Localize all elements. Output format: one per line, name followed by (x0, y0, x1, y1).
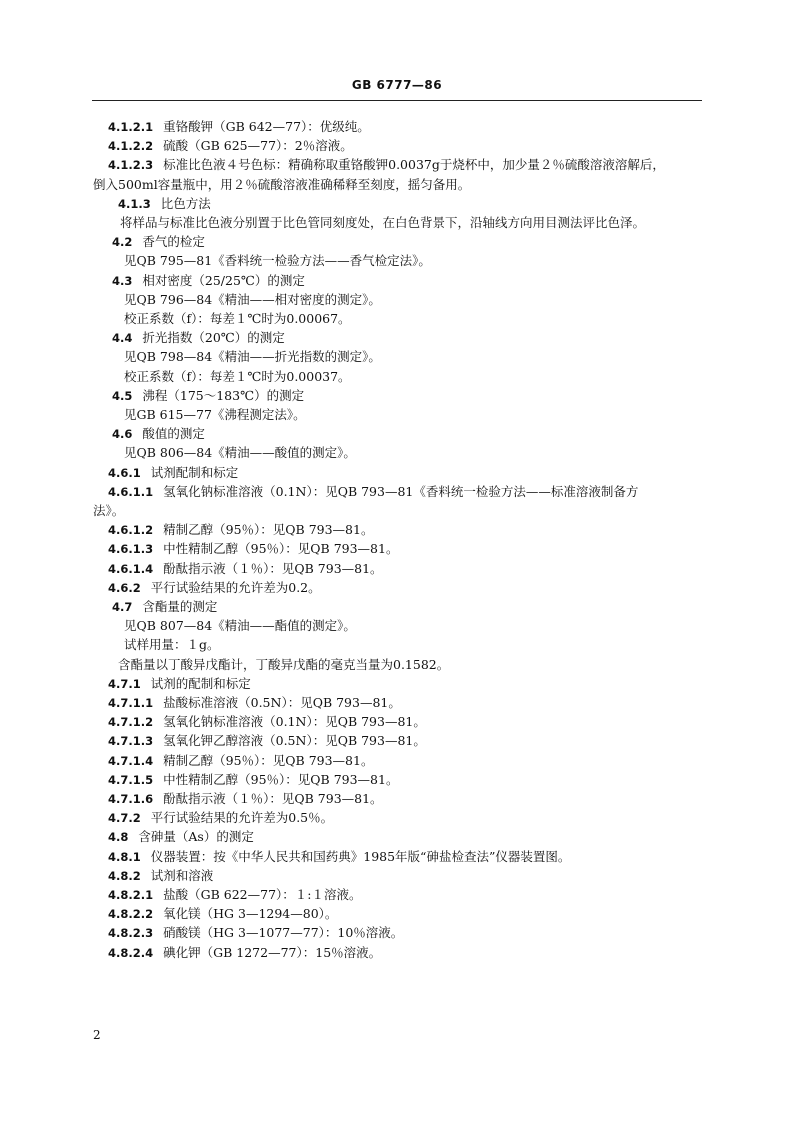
clause-number: 4.8.2.3 (108, 926, 154, 941)
clause-4-7-1-3 (108, 732, 426, 750)
clause-text: 相对密度（25/25℃）的测定 (142, 272, 305, 288)
clause-number: 4.6.1.4 (108, 561, 154, 576)
clause-text-line (93, 502, 124, 520)
clause-number: 4.8.2.1 (108, 888, 154, 902)
clause-4-1-3 (118, 195, 211, 213)
clause-number: 4.6.2 (108, 580, 141, 595)
clause-text: 试剂的配制和标定 (150, 675, 251, 691)
clause-text: 碘化钾（GB 1272—77）：15％溶液。 (163, 944, 382, 960)
clause-4-3 (112, 272, 305, 290)
clause-number: 4.7.1.3 (108, 734, 154, 749)
clause-number: 4.6.1 (108, 465, 141, 480)
clause-number: 4.8.2.4 (108, 945, 154, 960)
clause-text: 平行试验结果的允许差为0.2。 (150, 579, 321, 595)
clause-text: 将样品与标准比色液分别置于比色管同刻度处，在白色背景下，沿轴线方向用目测法评比色泽。 (120, 215, 646, 230)
clause-text: 重铬酸钾（GB 642—77）：优级纯。 (163, 119, 370, 134)
clause-text: 试样用量：１g。 (124, 637, 220, 653)
clause-text: 试剂配制和标定 (150, 464, 239, 480)
clause-text-line (93, 176, 470, 194)
clause-number: 4.8 (108, 830, 129, 845)
clause-text: 平行试验结果的允许差为0.5％。 (150, 810, 334, 826)
clause-4-6-1 (108, 464, 238, 482)
clause-4-2 (112, 233, 205, 251)
clause-text: 含砷量（As）的测定 (138, 829, 254, 845)
clause-4-1-2-1 (108, 118, 370, 136)
clause-4-6-1-3 (108, 540, 398, 558)
clause-4-6-2 (108, 579, 321, 597)
clause-text-line (118, 656, 449, 674)
clause-4-8 (108, 828, 254, 846)
clause-text: 酸值的测定 (142, 426, 205, 442)
clause-number: 4.6.1.2 (108, 523, 154, 538)
clause-number: 4.7.1.2 (108, 715, 154, 730)
clause-text: 精制乙醇（95％）：见QB 793—81。 (163, 522, 374, 538)
clause-4-8-2-2 (108, 905, 337, 923)
clause-number: 4.7 (112, 600, 133, 614)
clause-4-7-1-1 (108, 694, 401, 712)
clause-4-7-1-4 (108, 752, 373, 770)
clause-number: 4.2 (112, 235, 133, 250)
clause-text: 标准比色液４号色标：精确称取重铬酸钾0.0037g于烧杯中，加少量２％硫酸溶液溶解后， (163, 157, 665, 173)
clause-4-1-2-3 (108, 156, 665, 174)
clause-number: 4.5 (112, 388, 133, 403)
clause-text: 盐酸（GB 622—77）：１:１溶液。 (163, 887, 362, 902)
page-number: 2 (93, 1028, 101, 1042)
clause-number: 4.1.2.3 (108, 158, 154, 173)
clause-4-7-1-6 (108, 790, 383, 808)
clause-text: 折光指数（20℃）的测定 (142, 330, 285, 346)
clause-text: 见QB 795—81《香料统一检验方法——香气检定法》。 (124, 253, 431, 269)
clause-number: 4.7.1 (108, 676, 141, 691)
page-header-standard-number: GB 6777—86 (351, 78, 443, 92)
clause-text: 见QB 807—84《精油——酯值的测定》。 (124, 618, 356, 634)
clause-text: 氧化镁（HG 3—1294—80）。 (163, 906, 338, 922)
clause-number: 4.1.3 (118, 196, 151, 211)
clause-number: 4.7.2 (108, 811, 141, 826)
clause-4-8-2-4 (108, 944, 381, 962)
clause-number: 4.6.1.3 (108, 542, 154, 557)
clause-text-line (124, 617, 356, 635)
clause-text: 校正系数（f）：每差１℃时为0.00067。 (124, 311, 351, 326)
clause-number: 4.7.1.5 (108, 772, 154, 787)
clause-text: 中性精制乙醇（95％）：见QB 793—81。 (163, 771, 399, 787)
clause-number: 4.8.1 (108, 849, 141, 864)
clause-text: 中性精制乙醇（95％）：见QB 793—81。 (163, 541, 399, 557)
clause-text: 见GB 615—77《沸程测定法》。 (124, 407, 306, 422)
clause-number: 4.7.1.6 (108, 792, 154, 806)
clause-4-7 (112, 598, 217, 616)
clause-4-8-2-3 (108, 924, 403, 942)
clause-4-8-2 (108, 867, 213, 885)
clause-number: 4.7.1.4 (108, 753, 154, 768)
header-divider (92, 100, 702, 101)
clause-text: 法》。 (93, 503, 125, 518)
clause-number: 4.6 (112, 427, 133, 442)
clause-4-6-1-4 (108, 560, 383, 578)
clause-number: 4.4 (112, 331, 133, 346)
clause-number: 4.8.2 (108, 868, 141, 883)
clause-text: 含酯量以丁酸异戊酯计，丁酸异戊酯的毫克当量为0.1582。 (118, 656, 450, 672)
clause-text-line (124, 444, 356, 462)
clause-text: 仪器装置：按《中华人民共和国药典》1985年版“砷盐检查法”仪器装置图。 (150, 848, 571, 864)
clause-4-4 (112, 329, 285, 347)
clause-number: 4.3 (112, 273, 133, 288)
clause-4-7-1-2 (108, 713, 426, 731)
clause-text: 酚酞指示液（１％）：见QB 793—81。 (163, 560, 383, 576)
clause-text: 倒入500ml容量瓶中，用２％硫酸溶液准确稀释至刻度，摇匀备用。 (93, 176, 471, 192)
clause-text-line (124, 406, 306, 424)
clause-text: 硫酸（GB 625—77）：2％溶液。 (163, 138, 353, 154)
clause-number: 4.7.1.1 (108, 696, 154, 710)
clause-text: 沸程（175～183℃）的测定 (142, 387, 305, 403)
clause-text-line (124, 291, 381, 309)
clause-4-7-1 (108, 675, 251, 693)
clause-text: 精制乙醇（95％）：见QB 793—81。 (163, 752, 374, 768)
clause-text: 酚酞指示液（１％）：见QB 793—81。 (163, 791, 383, 806)
clause-text-line (124, 252, 431, 270)
clause-4-8-2-1 (108, 886, 362, 904)
clause-text: 比色方法 (160, 195, 211, 211)
clause-4-7-1-5 (108, 771, 398, 789)
clause-4-5 (112, 387, 304, 405)
clause-number: 4.1.2.1 (108, 120, 154, 134)
clause-text: 见QB 798—84《精油——折光指数的测定》。 (124, 349, 381, 365)
clause-4-1-2-2 (108, 137, 353, 155)
clause-number: 4.1.2.2 (108, 139, 154, 154)
clause-4-6-1-2 (108, 521, 373, 539)
clause-4-8-1 (108, 848, 570, 866)
clause-text: 氢氧化钾乙醇溶液（0.5N）：见QB 793—81。 (163, 733, 426, 749)
clause-text: 试剂和溶液 (150, 867, 214, 883)
clause-text: 含酯量的测定 (142, 599, 218, 614)
clause-4-6 (112, 425, 205, 443)
clause-text: 硝酸镁（HG 3—1077—77）：10％溶液。 (163, 925, 404, 941)
clause-text-line (124, 310, 351, 328)
clause-text-line (124, 636, 220, 654)
clause-text-line (124, 348, 381, 366)
clause-text: 氢氧化钠标准溶液（0.1N）：见QB 793—81《香料统一检验方法——标准溶液制备方 (163, 483, 639, 499)
clause-number: 4.8.2.2 (108, 907, 154, 922)
clause-4-7-2 (108, 809, 333, 827)
clause-text: 香气的检定 (142, 234, 205, 250)
clause-text-line (124, 368, 351, 386)
clause-text: 盐酸标准溶液（0.5N）：见QB 793—81。 (163, 695, 401, 710)
clause-text: 见QB 796—84《精油——相对密度的测定》。 (124, 291, 381, 307)
clause-4-6-1-1 (108, 483, 638, 501)
clause-text-line (120, 214, 645, 232)
clause-number: 4.6.1.1 (108, 484, 154, 499)
clause-text: 见QB 806—84《精油——酸值的测定》。 (124, 445, 356, 461)
clause-text: 氢氧化钠标准溶液（0.1N）：见QB 793—81。 (163, 714, 426, 730)
clause-text: 校正系数（f）：每差１℃时为0.00037。 (124, 368, 351, 384)
